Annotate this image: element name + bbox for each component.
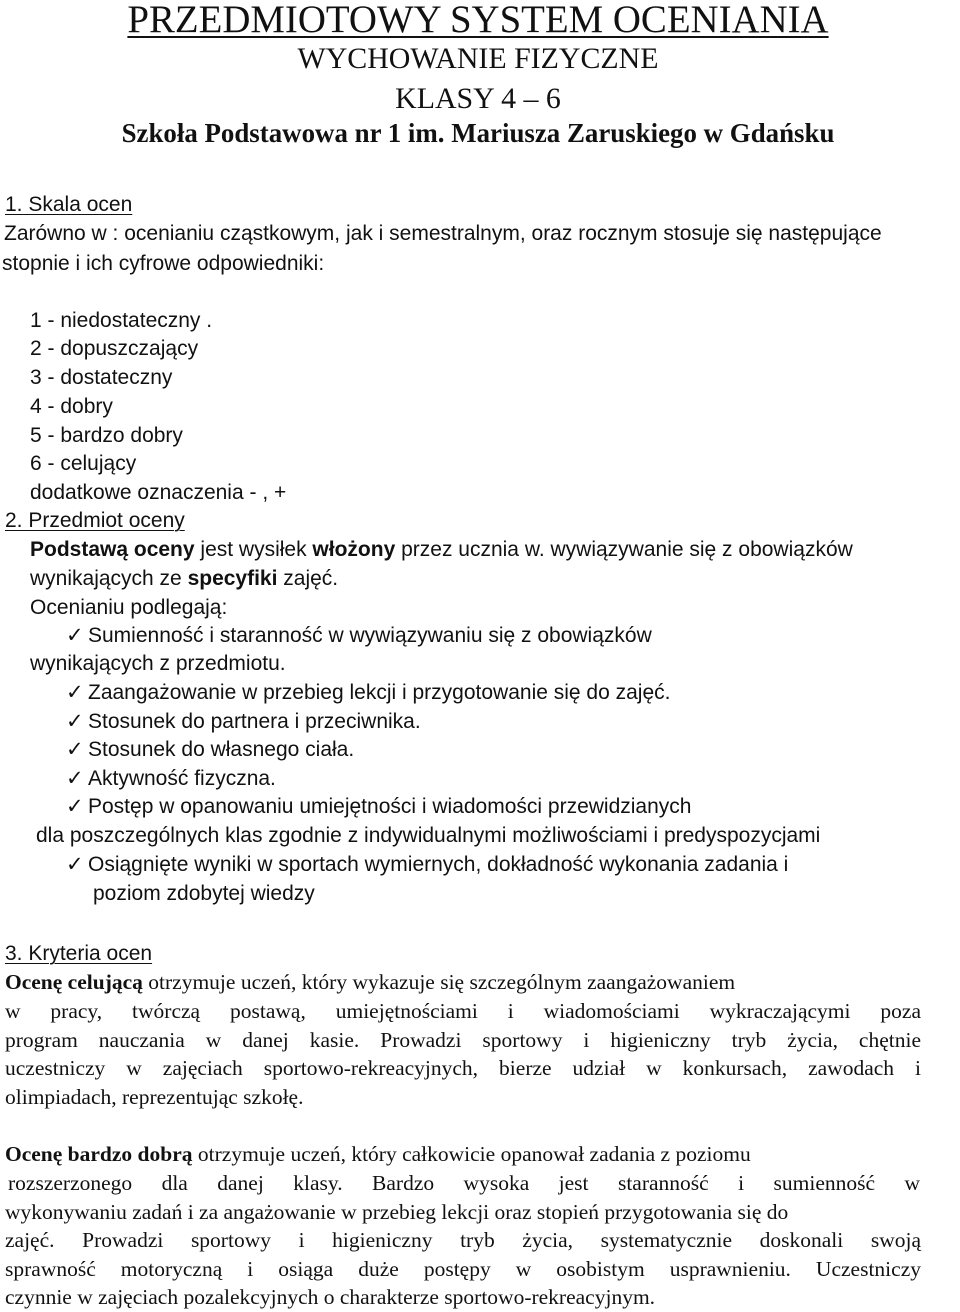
celujaca-line-5: olimpiadach, reprezentując szkołę. bbox=[5, 1085, 304, 1109]
check-icon: ✓ bbox=[66, 795, 84, 818]
subject-title: WYCHOWANIE FIZYCZNE bbox=[297, 42, 659, 75]
assessed-item-text: Stosunek do partnera i przeciwnika. bbox=[88, 710, 421, 733]
basis-bold-1: Podstawą oceny bbox=[30, 538, 195, 561]
grade-4: 4 - dobry bbox=[30, 395, 113, 418]
assessed-item-3 bbox=[66, 711, 421, 732]
grade-modifiers: dodatkowe oznaczenia - , + bbox=[30, 481, 287, 504]
bardzo-dobra-line-3: wykonywaniu zadań i za angażowanie w przebieg lekcji oraz stopień przygotowania się do bbox=[5, 1200, 789, 1224]
grade-6: 6 - celujący bbox=[30, 452, 137, 475]
basis-bold-2: włożony bbox=[312, 538, 396, 561]
assessed-item-7-cont: poziom zdobytej wiedzy bbox=[93, 882, 315, 905]
school-name: Szkoła Podstawowa nr 1 im. Mariusza Zaruskiego w Gdańsku bbox=[121, 118, 835, 148]
grade-5: 5 - bardzo dobry bbox=[30, 424, 183, 447]
assessed-item-text: Postęp w opanowaniu umiejętności i wiadomości przewidzianych bbox=[88, 795, 692, 818]
section-3-heading: 3. Kryteria ocen bbox=[5, 942, 153, 965]
basis-text-3: wynikających ze bbox=[30, 567, 188, 590]
assessed-item-5 bbox=[66, 768, 276, 789]
grade-1: 1 - niedostateczny . bbox=[30, 309, 213, 332]
basis-bold-3: specyfiki bbox=[187, 567, 278, 590]
celujaca-label: Ocenę celującą bbox=[5, 970, 143, 994]
bardzo-dobra-line-5: sprawność motoryczną i osiąga duże postępy w osobistym usprawnieniu. Uczestniczy bbox=[5, 1257, 921, 1281]
assessed-item-text: Aktywność fizyczna. bbox=[88, 767, 276, 790]
check-icon: ✓ bbox=[66, 738, 84, 761]
section-2-basis-line2 bbox=[30, 568, 338, 589]
check-icon: ✓ bbox=[66, 767, 84, 790]
classes-title: KLASY 4 – 6 bbox=[395, 82, 561, 115]
assessed-item-1 bbox=[66, 625, 652, 646]
bardzo-dobra-label: Ocenę bardzo dobrą bbox=[5, 1142, 193, 1166]
assessed-item-text: Zaangażowanie w przebieg lekcji i przygotowanie się do zajęć. bbox=[88, 681, 671, 704]
check-icon: ✓ bbox=[66, 710, 84, 733]
bardzo-dobra-line-1 bbox=[5, 1144, 751, 1166]
basis-text-4: zajęć. bbox=[277, 567, 339, 590]
section-2-heading: 2. Przedmiot oceny bbox=[5, 509, 185, 532]
grade-3: 3 - dostateczny bbox=[30, 366, 173, 389]
assessed-item-6 bbox=[66, 796, 691, 817]
section-1-intro-line2: stopnie i ich cyfrowe odpowiedniki: bbox=[2, 252, 325, 275]
assessed-item-text: Osiągnięte wyniki w sportach wymiernych, dokładność wykonania zadania i bbox=[88, 853, 789, 876]
assessed-item-4 bbox=[66, 739, 354, 760]
basis-text-2: przez ucznia w. wywiązywanie się z obowiązków bbox=[395, 538, 853, 561]
celujaca-line-3: program nauczania w danej kasie. Prowadzi sportowy i higieniczny tryb życia, chętnie bbox=[5, 1028, 921, 1052]
bardzo-dobra-line-2: rozszerzonego dla danej klasy. Bardzo wysoka jest staranność i sumienność w bbox=[8, 1171, 920, 1195]
celujaca-line-2: w pracy, twórczą postawą, umiejętnościami i wiadomościami wykraczającymi poza bbox=[5, 999, 921, 1023]
section-1-heading: 1. Skala ocen bbox=[5, 193, 133, 216]
section-2-basis-line1 bbox=[30, 539, 853, 560]
assessed-item-text: Stosunek do własnego ciała. bbox=[88, 738, 355, 761]
grade-2: 2 - dopuszczający bbox=[30, 337, 199, 360]
bardzo-dobra-text-1: otrzymuje uczeń, który całkowicie opanował zadania z poziomu bbox=[192, 1142, 751, 1166]
section-1-intro-line1: Zarówno w : ocenianiu cząstkowym, jak i semestralnym, oraz rocznym stosuje się następujące bbox=[4, 222, 882, 245]
check-icon: ✓ bbox=[66, 681, 84, 704]
check-icon: ✓ bbox=[66, 624, 84, 647]
assessed-label: Ocenianiu podlegają: bbox=[30, 596, 228, 619]
basis-text-1: jest wysiłek bbox=[194, 538, 313, 561]
assessed-item-7 bbox=[66, 854, 788, 875]
assessed-item-text: Sumienność i staranność w wywiązywaniu się z obowiązków bbox=[88, 624, 652, 647]
assessed-item-6-cont: dla poszczególnych klas zgodnie z indywidualnymi możliwościami i predyspozycjami bbox=[36, 824, 821, 847]
document-title: PRZEDMIOTOWY SYSTEM OCENIANIA bbox=[127, 0, 829, 41]
celujaca-line-4: uczestniczy w zajęciach sportowo-rekreacyjnych, bierze udział w konkursach, zawodach i bbox=[5, 1056, 921, 1080]
assessed-item-1-cont: wynikających z przedmiotu. bbox=[30, 652, 286, 675]
check-icon: ✓ bbox=[66, 853, 84, 876]
bardzo-dobra-line-6: czynnie w zajęciach pozalekcyjnych o charakterze sportowo-rekreacyjnym. bbox=[5, 1285, 656, 1309]
bardzo-dobra-line-4: zajęć. Prowadzi sportowy i higieniczny tryb życia, systematycznie doskonali swoją bbox=[5, 1228, 921, 1252]
celujaca-text-1: otrzymuje uczeń, który wykazuje się szczególnym zaangażowaniem bbox=[142, 970, 736, 994]
assessed-item-2 bbox=[66, 682, 670, 703]
celujaca-line-1 bbox=[5, 972, 735, 994]
